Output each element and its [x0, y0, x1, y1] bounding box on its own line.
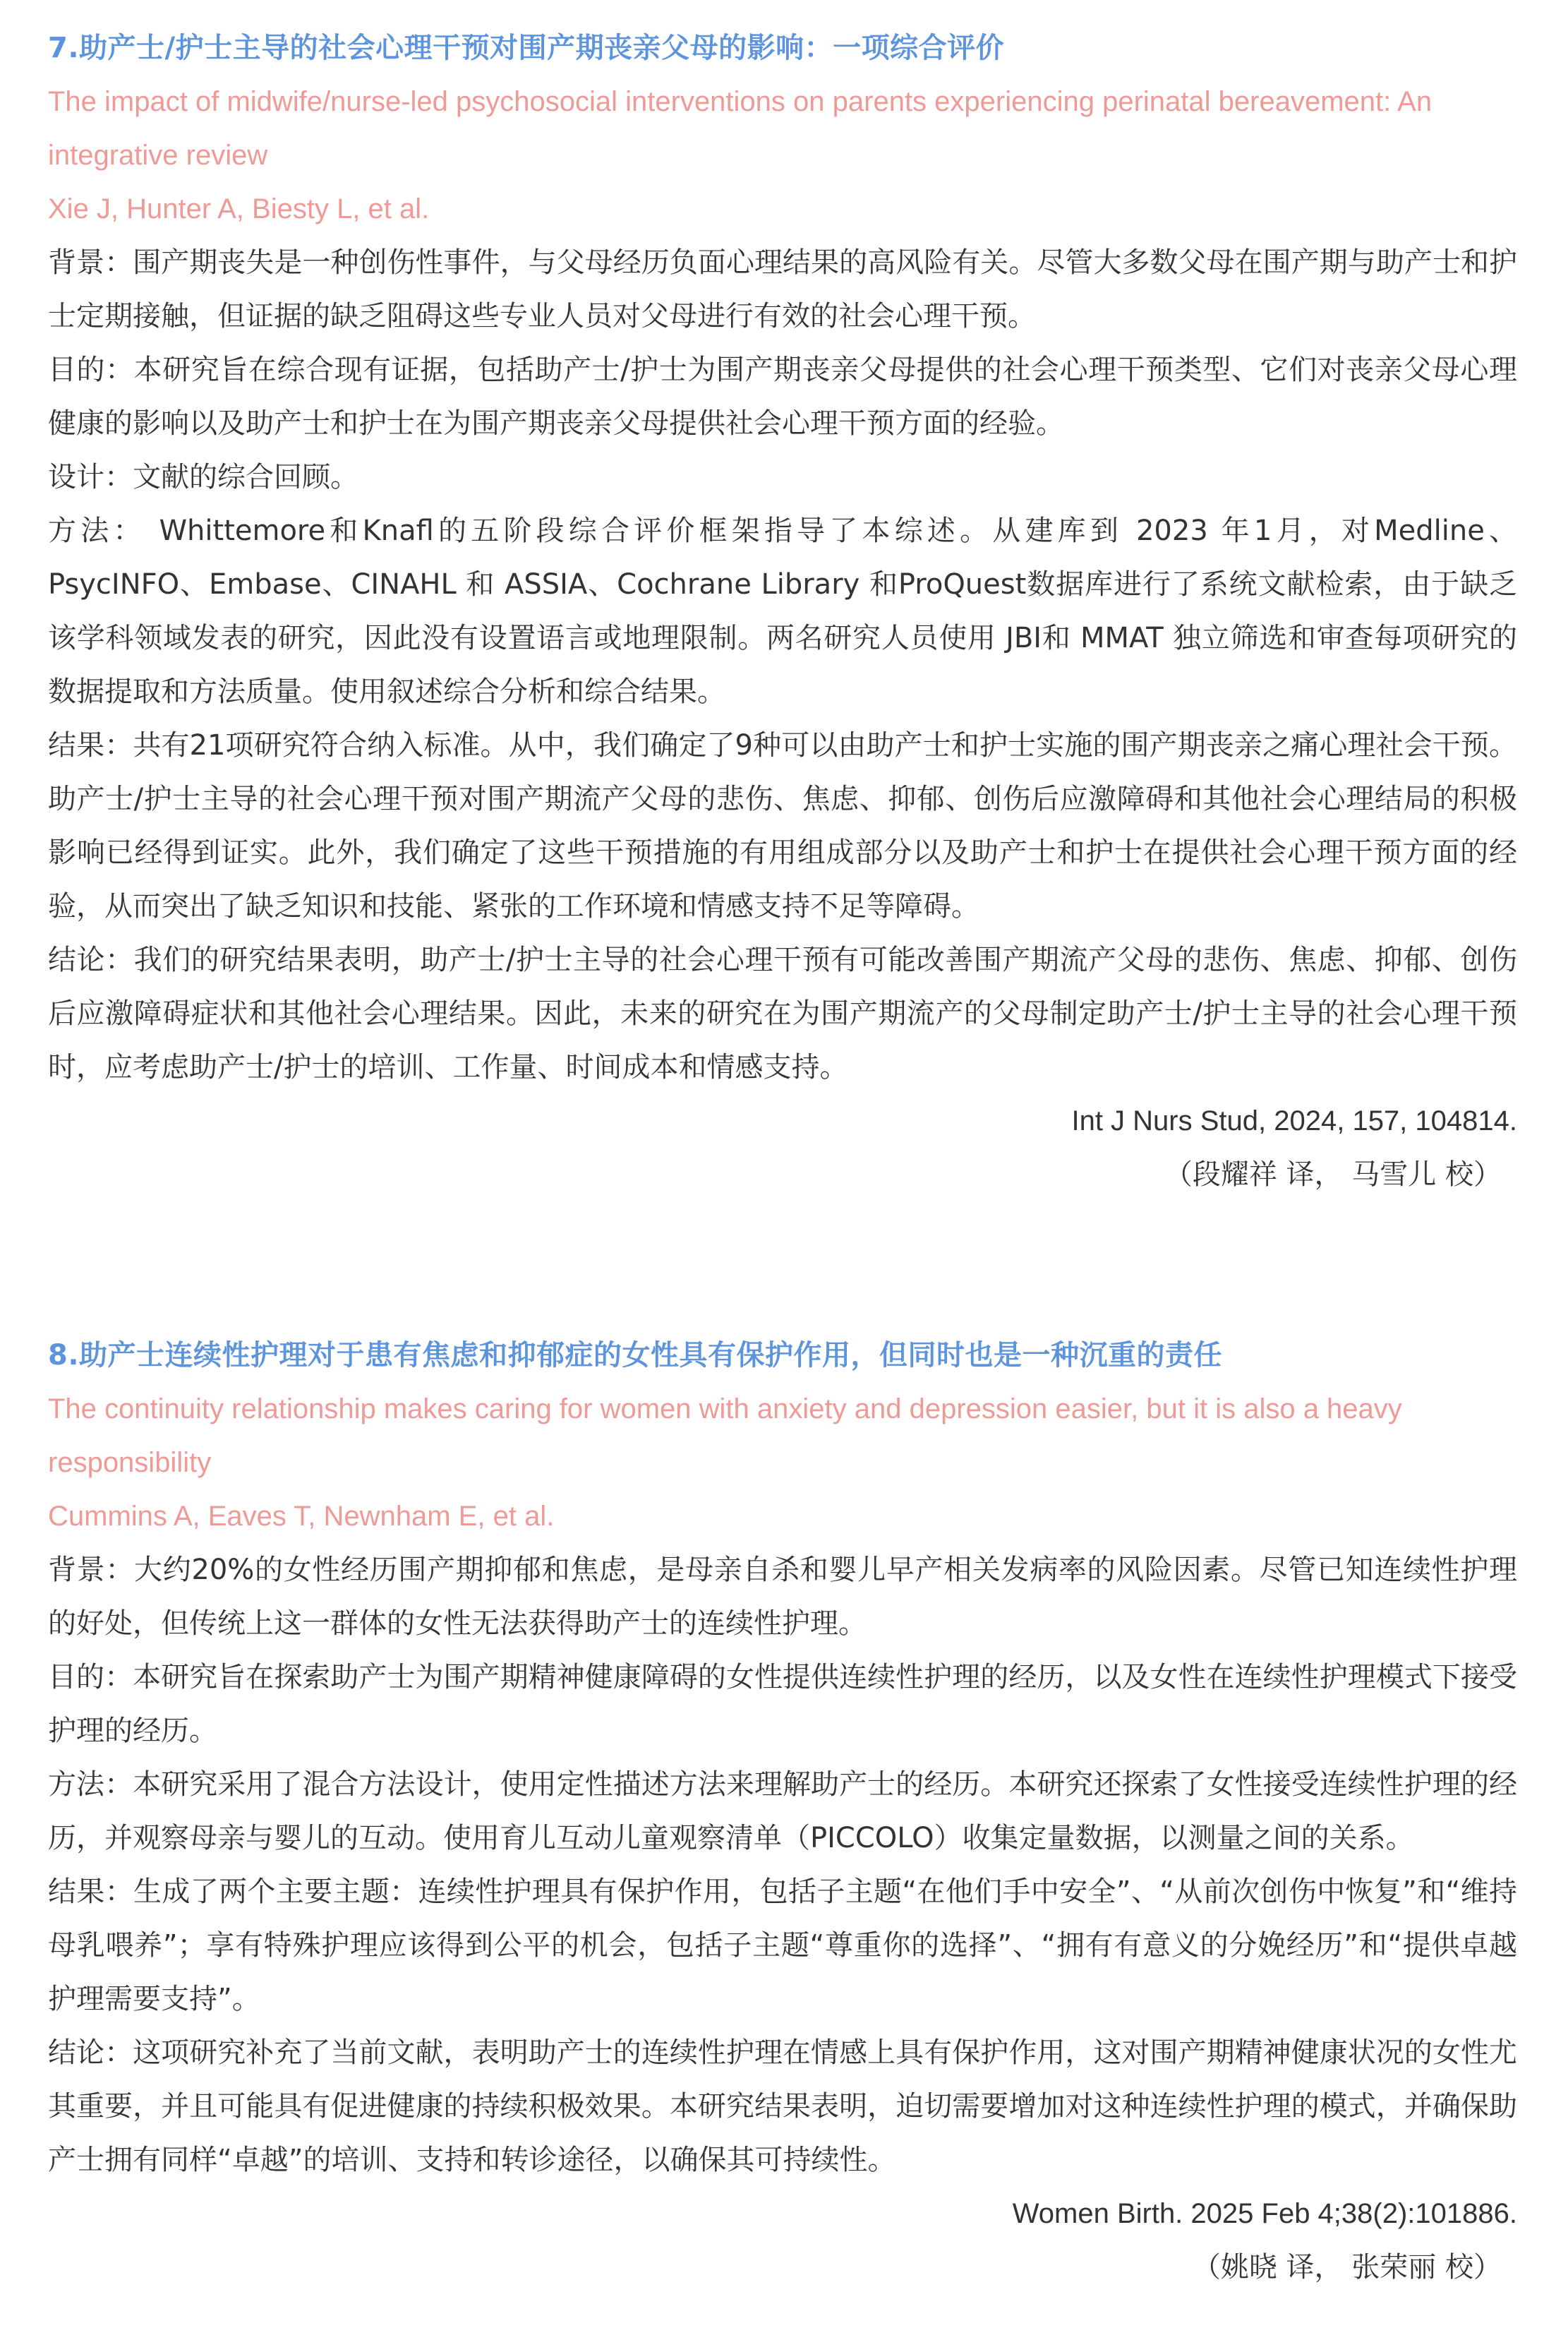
paragraph-conclusion: 结论：我们的研究结果表明，助产士/护士主导的社会心理干预有可能改善围产期流产父母的悲伤、焦虑、抑郁、创伤后应激障碍症状和其他社会心理结果。因此，未来的研究在为围产期流产的父母制定助产士/护士主导的社会心理干预时，应考虑助产士/护士的培训、工作量、时间成本和情感支持。 — [48, 944, 1517, 1084]
article-citation: Int J Nurs Stud, 2024, 157, 104814. — [1071, 1105, 1517, 1136]
paragraph-objective: 目的：本研究旨在探索助产士为围产期精神健康障碍的女性提供连续性护理的经历，以及女性在连续性护理模式下接受护理的经历。 — [48, 1661, 1517, 1747]
article-citation: Women Birth. 2025 Feb 4;38(2):101886. — [1012, 2198, 1517, 2229]
paragraph-objective: 目的：本研究旨在综合现有证据，包括助产士/护士为围产期丧亲父母提供的社会心理干预类型、它们对丧亲父母心理健康的影响以及助产士和护士在为围产期丧亲父母提供社会心理干预方面的经验。 — [48, 354, 1517, 440]
paragraph-design: 设计：文献的综合回顾。 — [48, 461, 358, 493]
paragraph-methods: 方法：本研究采用了混合方法设计，使用定性描述方法来理解助产士的经历。本研究还探索了女性接受连续性护理的经历，并观察母亲与婴儿的互动。使用育儿互动儿童观察清单（PICCOLO）收集定量数据，以测量之间的关系。 — [48, 1768, 1517, 1854]
article-title-en: The continuity relationship makes caring for women with anxiety and depression easier, but it is also a heavy responsibility — [48, 1393, 1402, 1478]
article-title-cn: 8.助产士连续性护理对于患有焦虑和抑郁症的女性具有保护作用，但同时也是一种沉重的责任 — [48, 1339, 1223, 1372]
article-authors: Cummins A, Eaves T, Newnham E, et al. — [48, 1501, 555, 1532]
paragraph-background: 背景：围产期丧失是一种创伤性事件，与父母经历负面心理结果的高风险有关。尽管大多数父母在围产期与助产士和护士定期接触，但证据的缺乏阻碍这些专业人员对父母进行有效的社会心理干预。 — [48, 246, 1517, 332]
article-translators: （姚晓 译， 张荣丽 校） — [1192, 2251, 1502, 2284]
article-title-cn: 7.助产士/护士主导的社会心理干预对围产期丧亲父母的影响：一项综合评价 — [48, 32, 1005, 64]
article-translators: （段耀祥 译， 马雪儿 校） — [1164, 1158, 1502, 1191]
paragraph-results: 结果：生成了两个主要主题：连续性护理具有保护作用，包括子主题“在他们手中安全”、“从前次创伤中恢复”和“维持母乳喂养”；享有特殊护理应该得到公平的机会，包括子主题“尊重你的选择”、“拥有有意义的分娩经历”和“提供卓越护理需要支持”。 — [48, 1876, 1517, 2015]
article-7 — [48, 21, 1517, 1201]
article-authors: Xie J, Hunter A, Biesty L, et al. — [48, 193, 430, 224]
paragraph-conclusion: 结论：这项研究补充了当前文献，表明助产士的连续性护理在情感上具有保护作用，这对围产期精神健康状况的女性尤其重要，并且可能具有促进健康的持续积极效果。本研究结果表明，迫切需要增加对这种连续性护理的模式，并确保助产士拥有同样“卓越”的培训、支持和转诊途径，以确保其可持续性。 — [48, 2036, 1517, 2176]
article-8 — [48, 1328, 1517, 2294]
paragraph-methods: 方法： Whittemore和Knafl的五阶段综合评价框架指导了本综述。从建库到 2023 年1月，对Medline、PsycINFO、Embase、CINAHL 和 ASSIA、Cochrane Library 和ProQuest数据库进行了系统文献检索，由于缺乏该学科领域发表的研究，因此没有设置语言或地理限制。两名研究人员使用 JBI和 MMAT 独立筛选和审查每项研究的数据提取和方法质量。使用叙述综合分析和综合结果。 — [48, 515, 1517, 708]
paragraph-background: 背景：大约20%的女性经历围产期抑郁和焦虑，是母亲自杀和婴儿早产相关发病率的风险因素。尽管已知连续性护理的好处，但传统上这一群体的女性无法获得助产士的连续性护理。 — [48, 1554, 1517, 1640]
paragraph-results: 结果：共有21项研究符合纳入标准。从中，我们确定了9种可以由助产士和护士实施的围产期丧亲之痛心理社会干预。助产士/护士主导的社会心理干预对围产期流产父母的悲伤、焦虑、抑郁、创伤后应激障碍和其他社会心理结局的积极影响已经得到证实。此外，我们确定了这些干预措施的有用组成部分以及助产士和护士在提供社会心理干预方面的经验，从而突出了缺乏知识和技能、紧张的工作环境和情感支持不足等障碍。 — [48, 729, 1517, 923]
article-title-en: The impact of midwife/nurse-led psychosocial interventions on parents experiencing perinatal bereavement: An integrative review — [48, 86, 1433, 171]
